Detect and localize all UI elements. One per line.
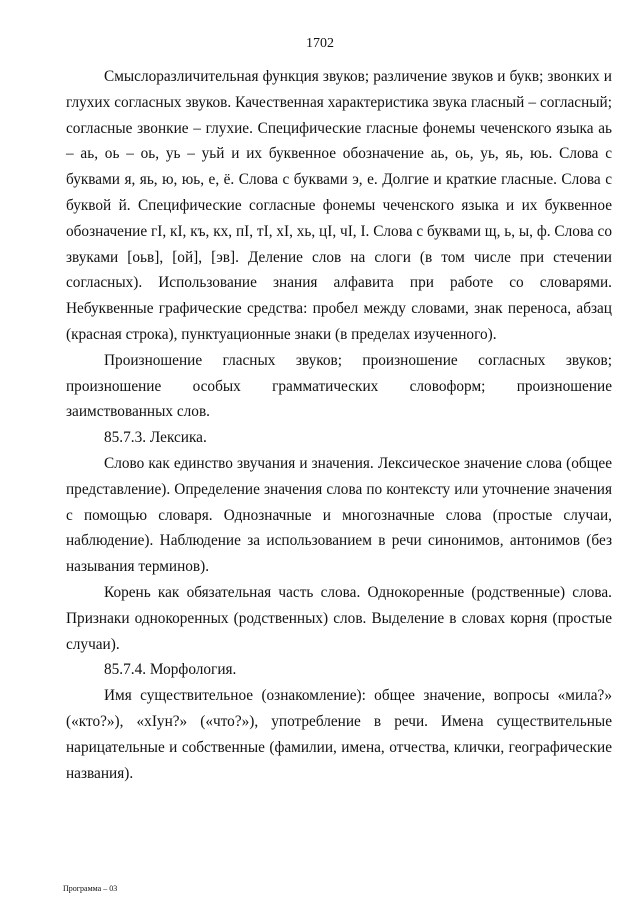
paragraph-noun: Имя существительное (ознакомление): общее значение, вопросы «мила?» («кто?»), «хIун?» («что?»), употребление в речи. Имена существительные нарицательные и собственные (фамилии, имена, отчества, клички, географические названия).	[66, 687, 612, 782]
paragraph-phonetics: Смыслоразличительная функция звуков; различение звуков и букв; звонких и глухих согласных звуков. Качественная характеристика звука гласный – согласный; согласные звонкие – глухие. Специфические гласные фонемы чеченского языка аь – аь, оь – оь, уь – уьй и их буквенное обозначение аь, оь, уь, яь, юь. Слова с буквами я, яь, ю, юь, е, ё. Слова с буквами э, е. Долгие и краткие гласные. Слова с буквой й. Специфические согласные фонемы чеченского языка и их буквенное обозначение гI, кI, къ, кх, пI, тI, хI, хь, цI, чI, I. Слова с буквами щ, ь, ы, ф. Слова со звуками [оьв], [ой], [эв]. Деление слов на слоги (в том числе при стечении согласных). Использование знания алфавита при работе со словарями. Небуквенные графические средства: пробел между словами, знак переноса, абзац (красная строка), пунктуационные знаки (в пределах изученного).	[66, 68, 612, 343]
page-number: 1702	[306, 36, 334, 51]
document-body	[66, 64, 612, 786]
paragraph-root: Корень как обязательная часть слова. Однокоренные (родственные) слова. Признаки однокоренных (родственных) слов. Выделение в словах корня (простые случаи).	[66, 583, 612, 653]
section-heading-lexicon: 85.7.3. Лексика.	[104, 429, 207, 447]
section-heading-morphology: 85.7.4. Морфология.	[104, 661, 237, 679]
paragraph-lexicon: Слово как единство звучания и значения. Лексическое значение слова (общее представление). Определение значения слова по контексту или уточнение значения с помощью словаря. Однозначные и многозначные слова (простые случаи, наблюдение). Наблюдение за использованием в речи синонимов, антонимов (без называния терминов).	[66, 454, 612, 576]
paragraph-pronunciation: Произношение гласных звуков; произношение согласных звуков; произношение особых грамматических словоформ; произношение заимствованных слов.	[66, 351, 612, 421]
page-footer: Программа – 03	[63, 884, 118, 893]
